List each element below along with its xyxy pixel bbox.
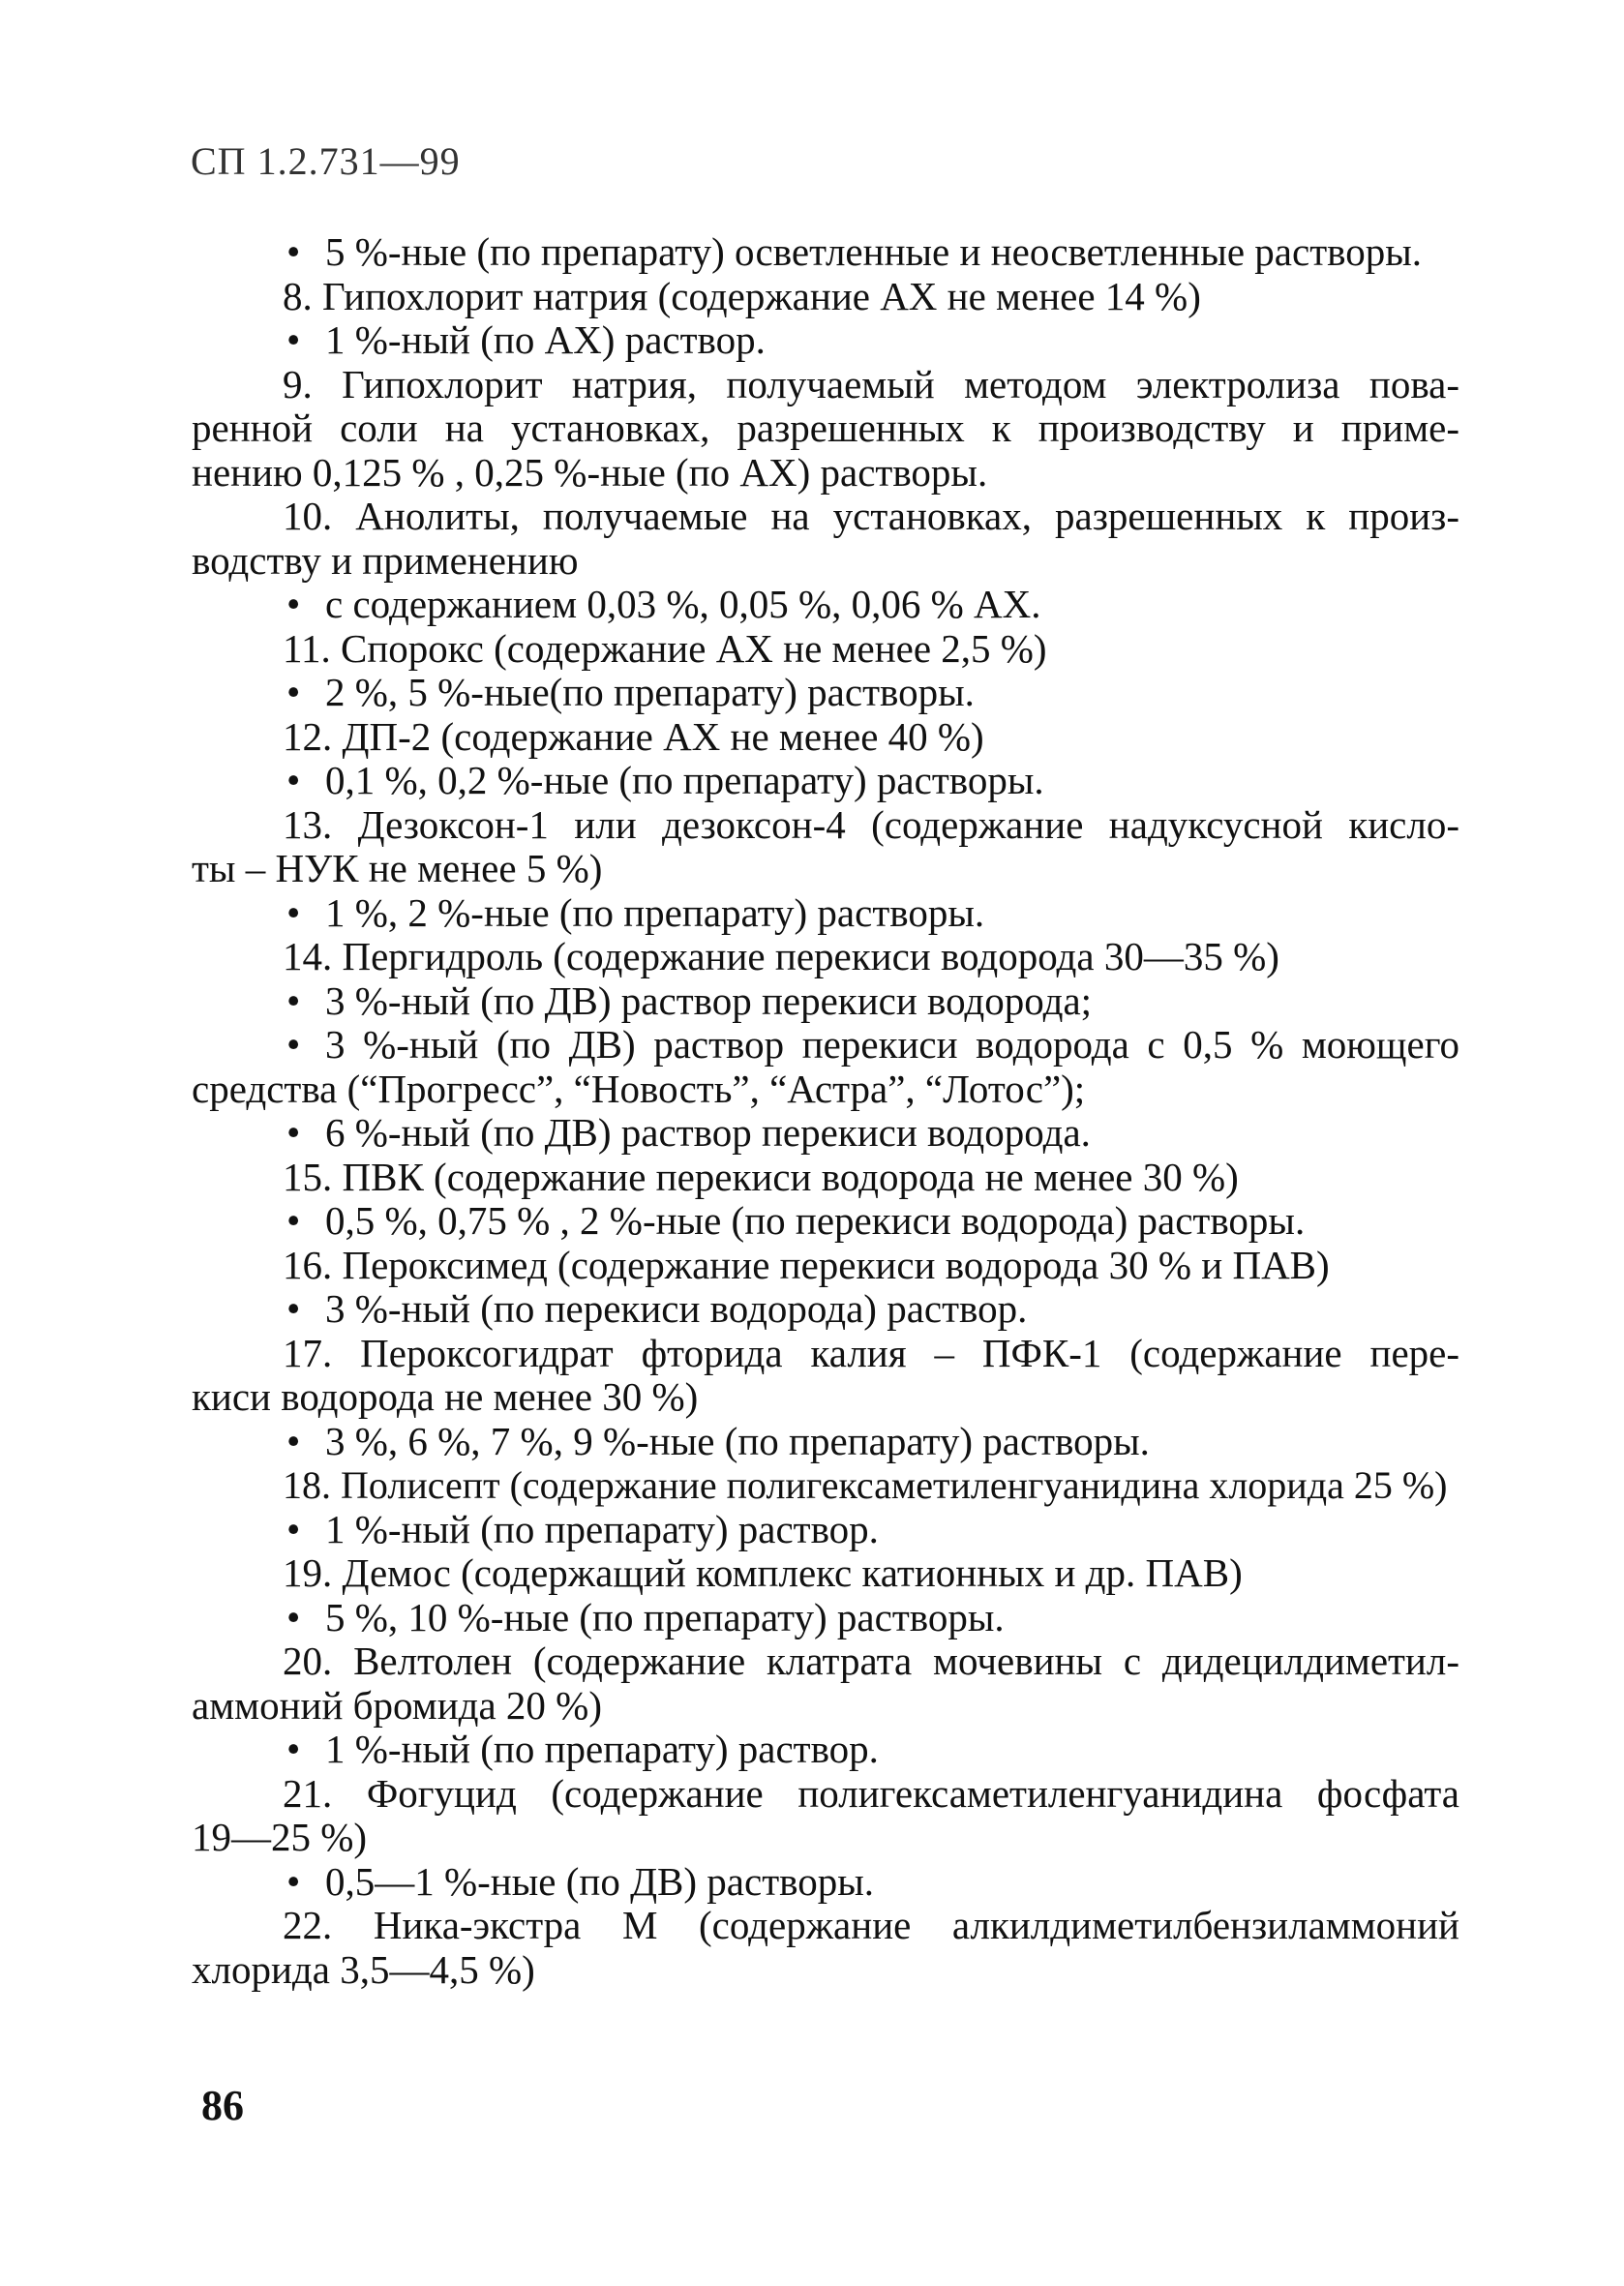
paragraph-line: 13. Дезоксон-1 или дезоксон-4 (содержание надуксусной кисло- — [283, 801, 1459, 847]
bullet-icon: • — [286, 229, 301, 274]
bullet-text: 1 %, 2 %-ные (по препарату) растворы. — [325, 889, 985, 935]
bullet-item — [192, 891, 1459, 936]
bullet-item — [192, 583, 1459, 627]
bullet-icon: • — [286, 1506, 301, 1551]
bullet-icon: • — [286, 1594, 301, 1639]
paragraph-line: 9. Гипохлорит натрия, получаемый методом электролиза пова- — [283, 361, 1459, 406]
bullet-text: 1 %-ный (по препарату) раствор. — [325, 1727, 879, 1771]
bullet-icon: • — [286, 1286, 301, 1331]
bullet-text: 5 %, 10 %-ные (по препарату) растворы. — [325, 1594, 1005, 1639]
bullet-text: 0,5 %, 0,75 % , 2 %-ные (по перекиси водорода) растворы. — [325, 1198, 1306, 1243]
continuation-line: киси водорода не менее 30 %) — [192, 1374, 699, 1419]
continuation-line: средства (“Прогресс”, “Новость”, “Астра”, “Лотос”); — [192, 1066, 1086, 1111]
bullet-icon: • — [286, 1858, 301, 1904]
document-header: СП 1.2.731—99 — [191, 139, 461, 183]
continuation-line: нению 0,125 % , 0,25 %-ные (по АХ) растворы. — [192, 449, 988, 495]
bullet-icon: • — [286, 1022, 301, 1067]
paragraph-line: 20. Велтолен (содержание клатрата мочевины с дидецилдиметил- — [283, 1639, 1459, 1683]
bullet-item — [192, 1728, 1459, 1772]
document-body — [192, 230, 1459, 1992]
bullet-text: 3 %-ный (по ДВ) раствор перекиси водорода с 0,5 % моющего — [325, 1022, 1459, 1067]
bullet-item — [192, 1287, 1459, 1332]
bullet-text: 1 %-ный (по препарату) раствор. — [325, 1506, 879, 1551]
bullet-text: 5 %-ные (по препарату) осветленные и неосветленные растворы. — [325, 229, 1422, 274]
paragraph-line: 21. Фогуцид (содержание полигексаметиленгуанидина фосфата — [283, 1770, 1459, 1816]
bullet-item — [192, 1023, 1459, 1068]
bullet-icon: • — [286, 670, 301, 714]
bullet-item — [192, 230, 1459, 275]
bullet-icon: • — [286, 758, 301, 802]
bullet-icon: • — [286, 1110, 301, 1155]
paragraph-line: 8. Гипохлорит натрия (содержание АХ не менее 14 %) — [283, 273, 1201, 318]
bullet-item — [192, 1420, 1459, 1464]
paragraph-line: 17. Пероксогидрат фторида калия – ПФК-1 (содержание пере- — [283, 1330, 1459, 1375]
bullet-item — [192, 1508, 1459, 1552]
continuation-line: аммоний бромида 20 %) — [192, 1682, 602, 1728]
paragraph-line: 19. Демос (содержащий комплекс катионных и др. ПАВ) — [283, 1550, 1243, 1595]
bullet-icon: • — [286, 889, 301, 935]
bullet-text: 0,1 %, 0,2 %-ные (по препарату) растворы. — [325, 758, 1044, 802]
paragraph-line: 16. Пероксимед (содержание перекиси водорода 30 % и ПАВ) — [283, 1242, 1330, 1287]
bullet-item — [192, 1199, 1459, 1244]
bullet-text: 3 %-ный (по ДВ) раствор перекиси водорода; — [325, 978, 1093, 1023]
continuation-line: 19—25 %) — [192, 1815, 368, 1859]
paragraph-line: 15. ПВК (содержание перекиси водорода не менее 30 %) — [283, 1154, 1239, 1199]
bullet-text: 3 %, 6 %, 7 %, 9 %-ные (по препарату) растворы. — [325, 1418, 1150, 1463]
paragraph-line: 14. Пергидроль (содержание перекиси водорода 30—35 %) — [283, 934, 1279, 978]
bullet-icon: • — [286, 582, 301, 626]
paragraph-line: 12. ДП-2 (содержание АХ не менее 40 %) — [283, 713, 984, 759]
paragraph-line: 22. Ника-экстра М (содержание алкилдиметилбензиламмоний — [283, 1903, 1459, 1947]
bullet-item — [192, 759, 1459, 803]
continuation-line: ренной соли на установках, разрешенных к производству и приме- — [192, 406, 1459, 450]
bullet-text: с содержанием 0,03 %, 0,05 %, 0,06 % АХ. — [325, 582, 1041, 626]
bullet-text: 3 %-ный (по перекиси водорода) раствор. — [325, 1286, 1028, 1331]
bullet-item — [192, 1111, 1459, 1156]
bullet-text: 2 %, 5 %-ные(по препарату) растворы. — [325, 670, 975, 714]
bullet-item — [192, 318, 1459, 363]
continuation-line: водству и применению — [192, 537, 579, 583]
bullet-icon: • — [286, 978, 301, 1023]
bullet-text: 0,5—1 %-ные (по ДВ) растворы. — [325, 1858, 874, 1904]
bullet-icon: • — [286, 1198, 301, 1243]
bullet-text: 1 %-ный (по АХ) раствор. — [325, 317, 766, 362]
paragraph-line: 10. Анолиты, получаемые на установках, разрешенных к произ- — [283, 494, 1459, 538]
paragraph-line: 11. Спорокс (содержание АХ не менее 2,5 %) — [283, 625, 1047, 671]
bullet-icon: • — [286, 1418, 301, 1463]
bullet-item — [192, 979, 1459, 1024]
bullet-icon: • — [286, 317, 301, 362]
bullet-icon: • — [286, 1727, 301, 1771]
paragraph-line: 18. Полисепт (содержание полигексаметиленгуанидина хлорида 25 %) — [283, 1463, 1448, 1507]
bullet-item — [192, 671, 1459, 715]
bullet-item — [192, 1596, 1459, 1640]
bullet-text: 6 %-ный (по ДВ) раствор перекиси водорода. — [325, 1110, 1091, 1155]
bullet-item — [192, 1860, 1459, 1905]
continuation-line: хлорида 3,5—4,5 %) — [192, 1946, 535, 1992]
continuation-line: ты – НУК не менее 5 %) — [192, 846, 603, 890]
page-number: 86 — [201, 2082, 244, 2129]
